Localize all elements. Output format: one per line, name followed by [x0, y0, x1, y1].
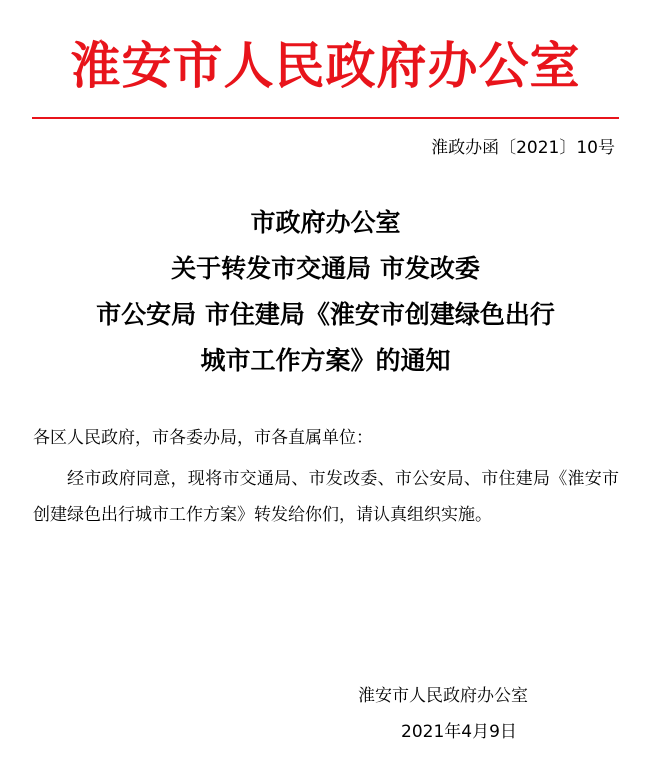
document-title	[0, 200, 651, 384]
issuer-header-title: 淮安市人民政府办公室	[70, 37, 581, 95]
title-line-1: 市政府办公室	[250, 208, 401, 237]
signature-issuer: 淮安市人民政府办公室	[358, 686, 528, 706]
title-line-4: 城市工作方案》的通知	[200, 346, 451, 375]
issue-date: 2021年4月9日	[401, 722, 517, 742]
salutation: 各区人民政府，市各委办局，市各直属单位：	[33, 428, 373, 448]
body-paragraph: 经市政府同意，现将市交通局、市发改委、市公安局、市住建局《淮安市创建绿色出行城市工作方案》转发给你们，请认真组织实施。	[33, 469, 619, 525]
red-divider-line	[32, 117, 619, 119]
title-line-3: 市公安局 市住建局《淮安市创建绿色出行	[96, 300, 555, 329]
title-line-2: 关于转发市交通局 市发改委	[171, 254, 480, 283]
document-number: 淮政办函〔2021〕10号	[431, 138, 615, 158]
